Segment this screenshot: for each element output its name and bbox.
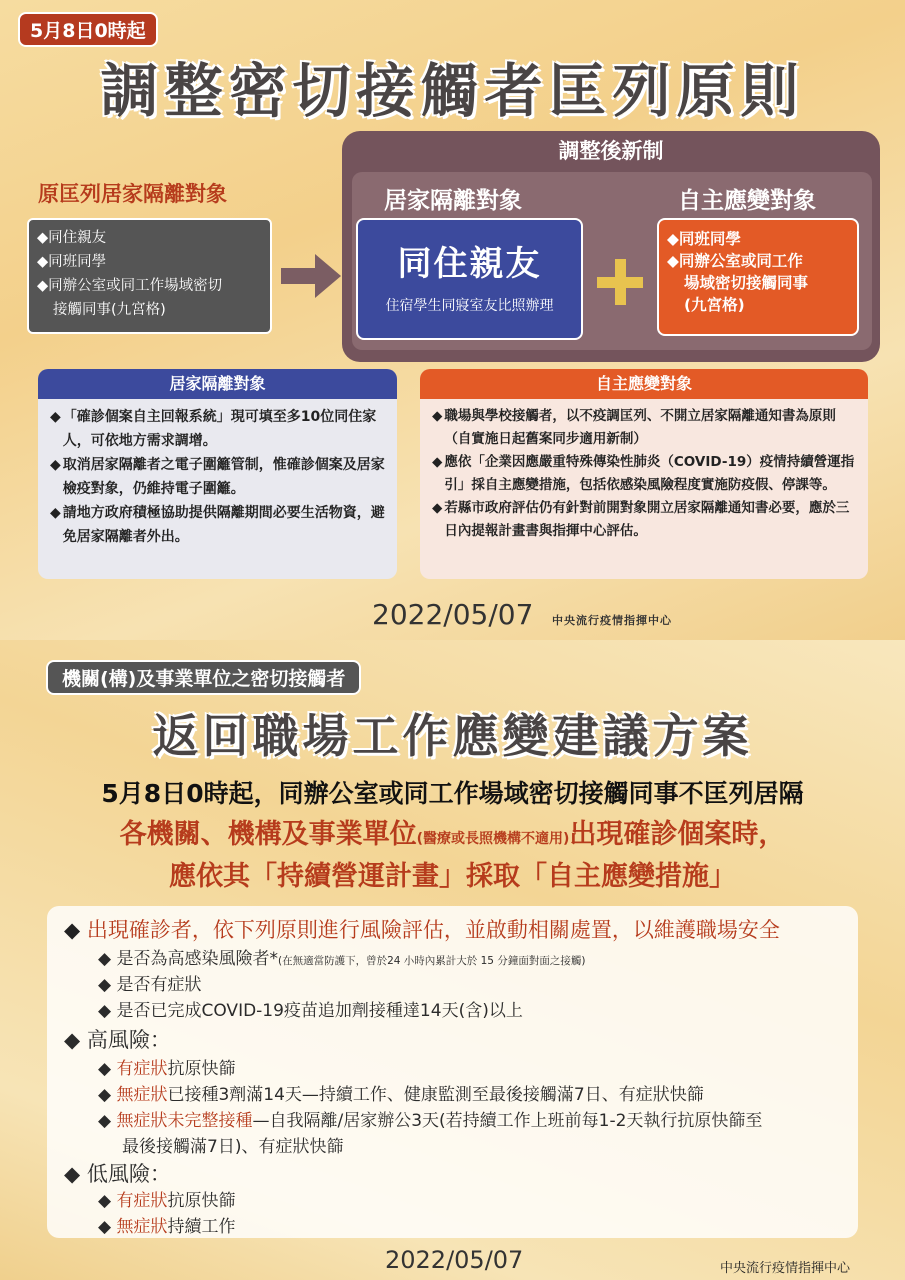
bottom-org: 中央流行疫情指揮中心 bbox=[720, 1261, 851, 1276]
self-item: ◆同辦公室或同工作 bbox=[667, 252, 803, 270]
diamond-icon: ◆ bbox=[98, 1217, 112, 1237]
sub-bullet-cont: 最後接觸滿7日)、有症狀快篩 bbox=[122, 1137, 344, 1157]
card-home-body bbox=[38, 399, 397, 555]
original-item: ◆同班同學 bbox=[37, 254, 107, 270]
sub-bullet: ◆ 是否已完成COVID-19疫苗追加劑接種達14天(含)以上 bbox=[98, 1001, 523, 1021]
original-item: ◆同住親友 bbox=[37, 230, 107, 246]
bullet-3: ◆ 低風險： bbox=[64, 1162, 171, 1186]
diamond-icon: ◆ bbox=[98, 949, 112, 969]
card-self-title: 自主應變對象 bbox=[420, 369, 868, 399]
headline-line1: 5月8日0時起，同辦公室或同工作場域密切接觸同事不匡列居隔 bbox=[101, 779, 804, 808]
sub-bullet: ◆ 有症狀抗原快篩 bbox=[98, 1191, 236, 1211]
card-home bbox=[38, 369, 397, 579]
diamond-icon: ◆ bbox=[64, 1162, 81, 1186]
list-item: ◆ 取消居家隔離者之電子圍籬管制，惟確診個案及居家檢疫對象，仍維持電子圍籬。 bbox=[50, 453, 385, 501]
diamond-icon: ◆ bbox=[50, 457, 61, 473]
original-item: ◆同辦公室或同工作場域密切 bbox=[37, 278, 223, 294]
bottom-tag: 機關(構)及事業單位之密切接觸者 bbox=[46, 660, 361, 695]
card-self bbox=[420, 369, 868, 579]
list-item: ◆ 職場與學校接觸者，以不疫調匡列、不開立居家隔離通知書為原則（自實施日起舊案同步適用新制） bbox=[432, 405, 856, 451]
diamond-icon: ◆ bbox=[98, 1191, 112, 1211]
diamond-icon: ◆ bbox=[432, 454, 443, 470]
card-home-title: 居家隔離對象 bbox=[38, 369, 397, 399]
diamond-icon: ◆ bbox=[98, 975, 112, 995]
plus-icon-vertical bbox=[615, 259, 626, 305]
sub-bullet: ◆ 無症狀持續工作 bbox=[98, 1217, 236, 1237]
diamond-icon: ◆ bbox=[432, 500, 443, 516]
self-header: 自主應變對象 bbox=[678, 188, 816, 214]
original-box bbox=[27, 218, 272, 334]
self-item: 場域密切接觸同事 bbox=[684, 274, 809, 292]
new-system-header: 調整後新制 bbox=[558, 139, 664, 163]
bottom-date: 2022/05/07 bbox=[385, 1246, 524, 1274]
headline-line2 bbox=[0, 816, 905, 896]
headline-line3: 應依其「持續營運計畫」採取「自主應變措施」 bbox=[169, 861, 736, 892]
list-item: ◆ 若縣市政府評估仍有針對前開對象開立居家隔離通知書必要，應於三日內提報計畫書與指揮中心評估。 bbox=[432, 497, 856, 543]
bullet-2: ◆ 高風險： bbox=[64, 1028, 171, 1052]
home-sub: 住宿學生同寢室友比照辦理 bbox=[385, 298, 554, 314]
diamond-icon: ◆ bbox=[50, 505, 61, 521]
self-item: (九宮格) bbox=[684, 296, 745, 314]
diamond-icon: ◆ bbox=[50, 409, 61, 425]
self-box bbox=[657, 218, 859, 336]
original-label: 原匡列居家隔離對象 bbox=[38, 182, 227, 206]
diamond-icon: ◆ bbox=[98, 1085, 112, 1105]
diamond-icon: ◆ bbox=[98, 1111, 112, 1131]
top-date: 2022/05/07 bbox=[372, 598, 534, 631]
original-item: 接觸同事(九宮格) bbox=[53, 302, 166, 318]
home-box bbox=[356, 218, 583, 340]
diamond-icon: ◆ bbox=[98, 1001, 112, 1021]
bottom-title: 返回職場工作應變建議方案 bbox=[152, 709, 753, 763]
list-item: ◆ 「確診個案自主回報系統」現可填至多10位同住家人，可依地方需求調增。 bbox=[50, 405, 385, 453]
arrow-right-icon bbox=[281, 254, 341, 298]
page-title: 調整密切接觸者匡列原則 bbox=[100, 57, 805, 125]
sub-bullet: ◆ 有症狀抗原快篩 bbox=[98, 1059, 236, 1079]
sub-bullet: ◆ 是否有症狀 bbox=[98, 975, 202, 995]
sub-bullet: ◆ 無症狀已接種3劑滿14天—持續工作、健康監測至最後接觸滿7日、有症狀快篩 bbox=[98, 1085, 704, 1105]
headline-line2-row: 各機關、機構及事業單位(醫療或長照機構不適用)出現確診個案時， bbox=[119, 819, 786, 850]
card-self-body bbox=[420, 399, 868, 549]
diamond-icon: ◆ bbox=[64, 918, 81, 942]
self-item: ◆同班同學 bbox=[667, 230, 741, 248]
home-main: 同住親友 bbox=[397, 244, 542, 284]
diamond-icon: ◆ bbox=[98, 1059, 112, 1079]
diamond-icon: ◆ bbox=[432, 408, 443, 424]
sub-bullet: ◆ 無症狀未完整接種—自我隔離/居家辦公3天(若持續工作上班前每1-2天執行抗原快篩至 bbox=[98, 1111, 763, 1131]
list-item: ◆ 應依「企業因應嚴重特殊傳染性肺炎（COVID-19）疫情持續營運指引」採自主應變措施，包括依感染風險程度實施防疫假、停課等。 bbox=[432, 451, 856, 497]
home-header: 居家隔離對象 bbox=[384, 188, 522, 214]
sub-bullet: ◆ 是否為高感染風險者*(在無適當防護下，曾於24 小時內累計大於 15 分鐘面對面之接觸) bbox=[98, 949, 586, 969]
list-item: ◆ 請地方政府積極協助提供隔離期間必要生活物資，避免居家隔離者外出。 bbox=[50, 501, 385, 549]
top-org: 中央流行疫情指揮中心 bbox=[552, 614, 672, 627]
bullet-1: ◆ 出現確診者，依下列原則進行風險評估，並啟動相關處置，以維護職場安全 bbox=[64, 918, 780, 942]
diamond-icon: ◆ bbox=[64, 1028, 81, 1052]
date-tag: 5月8日0時起 bbox=[18, 12, 158, 47]
